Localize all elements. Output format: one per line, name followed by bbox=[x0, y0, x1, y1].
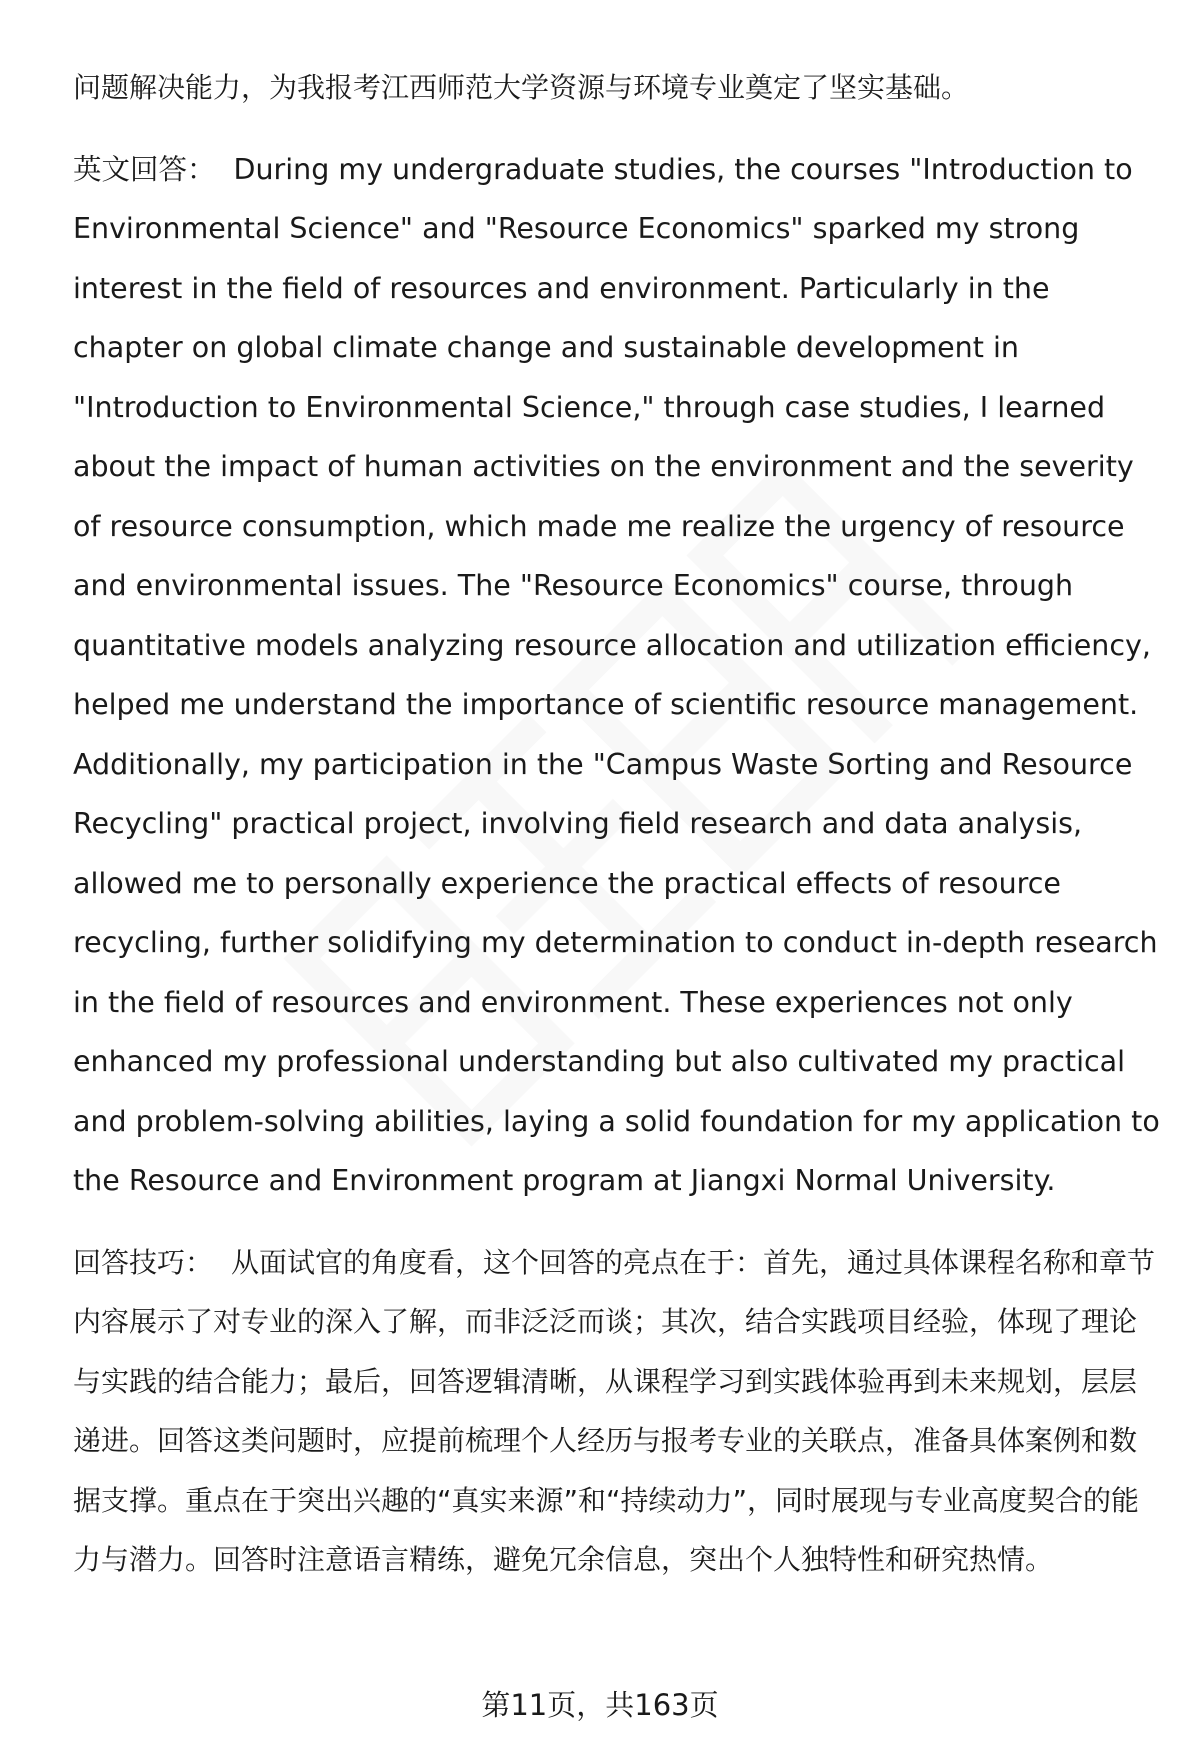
english-answer-label: 英文回答： bbox=[73, 152, 216, 186]
english-answer-paragraph bbox=[73, 140, 1163, 1211]
tips-paragraph bbox=[73, 1233, 1163, 1590]
english-answer-text: During my undergraduate studies, the courses "Introduction to Environmental Science" and "Resource Economics" sparked my strong interest in the field of resources and environment. Particularly in the chapter on global climate change and sustainable development in "Introduction to Environmental Science," through case studies, I learned about the impact of human activities on the environment and the severity of resource consumption, which made me realize the urgency of resource and environmental issues. The "Resource Economics" course, through quantitative models analyzing resource allocation and utilization efficiency, helped me understand the importance of scientific resource management. Additionally, my participation in the "Campus Waste Sorting and Resource Recycling" practical project, involving field research and data analysis, allowed me to personally experience the practical effects of resource recycling, further solidifying my determination to conduct in-depth research in the field of resources and environment. These experiences not only enhanced my professional understanding but also cultivated my practical and problem-solving abilities, laying a solid foundation for my application to the Resource and Environment program at Jiangxi Normal University. bbox=[73, 152, 1160, 1197]
document-body bbox=[73, 58, 1163, 1590]
tips-text: 从面试官的角度看，这个回答的亮点在于：首先，通过具体课程名称和章节内容展示了对专业的深入了解，而非泛泛而谈；其次，结合实践项目经验，体现了理论与实践的结合能力；最后，回答逻辑清晰，从课程学习到实践体验再到未来规划，层层递进。回答这类问题时，应提前梳理个人经历与报考专业的关联点，准备具体案例和数据支撑。重点在于突出兴趣的“真实来源”和“持续动力”，同时展现与专业高度契合的能力与潜力。回答时注意语言精练，避免冗余信息，突出个人独特性和研究热情。 bbox=[73, 1245, 1156, 1576]
intro-paragraph: 问题解决能力，为我报考江西师范大学资源与环境专业奠定了坚实基础。 bbox=[73, 71, 970, 104]
page-number: 第11页，共163页 bbox=[481, 1688, 719, 1722]
tips-label: 回答技巧： bbox=[73, 1245, 214, 1279]
